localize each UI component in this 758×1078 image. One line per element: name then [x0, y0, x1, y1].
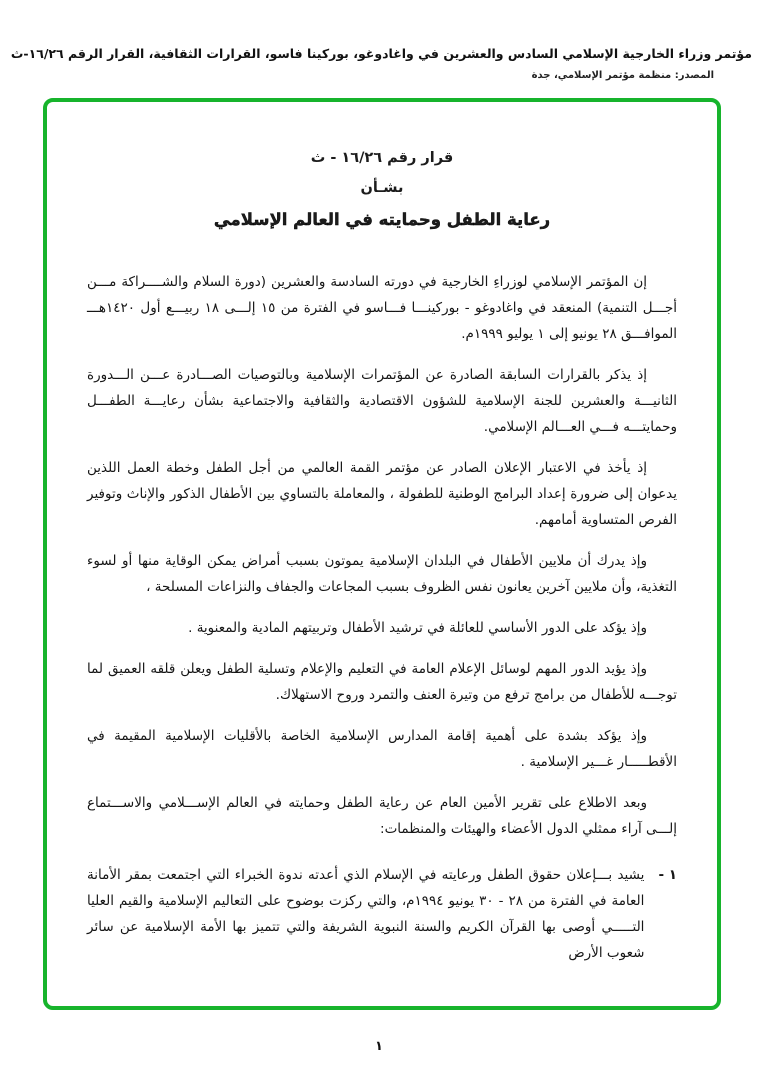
paragraph: إن المؤتمر الإسلامي لوزراءِ الخارجية في دورته السادسة والعشرين (دورة السلام والشــــراكة مـــن أجـــل التنمية) المنعقد في واغادوغو - بوركينـــا فـــاسو في الفترة من ١٥ إلـــى ١٨ ربيـــع أول ١٤٢٠هـــ الموافـــق ٢٨ يونيو إلى ١ يوليو ١٩٩٩م. — [87, 274, 677, 342]
resolution-number-title: قرار رقم ١٦/٢٦ - ث — [310, 150, 454, 166]
numbered-item — [87, 862, 677, 966]
document-body — [87, 269, 677, 966]
paragraph: وإذ يؤيد الدور المهم لوسائل الإعلام العامة في التعليم والإعلام وتسلية الطفل ويعلن قلقه العميق لما توجـــه للأطفال من برامج ترفع من وتيرة العنف والتمرد وروح الاستهلاك. — [87, 661, 677, 703]
document-header-line: مؤتمر وزراء الخارجية الإسلامي السادس والعشرين في واغادوغو، بوركينا فاسو، القرارات الثقافية، القرار الرقم ١٦/٢٦-ث — [10, 46, 752, 61]
page-number: ١ — [375, 1039, 383, 1054]
resolution-content — [47, 102, 717, 1006]
item-number: ١ - — [658, 867, 677, 883]
green-border-frame — [43, 98, 721, 1010]
source-line: المصدر: منظمة مؤتمر الإسلامي، جدة — [531, 70, 714, 81]
paragraph: وإذ يدرك أن ملايين الأطفال في البلدان الإسلامية يموتون بسبب أمراض يمكن الوقاية منها أو لسوء التغذية، وأن ملايين آخرين يعانون نفس الظروف بسبب المجاعات والجفاف والنزاعات المسلحة ، — [87, 553, 677, 595]
paragraph: وإذ يؤكد بشدة على أهمية إقامة المدارس الإسلامية الخاصة بالأقليات الإسلامية المقيمة في الأقطـــــار غـــير الإسلامية . — [87, 728, 677, 770]
title-block — [87, 150, 677, 229]
paragraph: وإذ يؤكد على الدور الأساسي للعائلة في ترشيد الأطفال وتربيتهم المادية والمعنوية . — [188, 620, 647, 636]
item-text: يشيد بـــإعلان حقوق الطفل ورعايته في الإسلام الذي أعدته ندوة الخبراء التي اجتمعت بمقر الأمانة العامة في الفترة من ٢٨ - ٣٠ يونيو ١٩٩٤م، والتي ركزت بوضوح على التعاليم الإسلامية والقيم العليا التـــــي أوصى بها القرآن الكريم والسنة النبوية الشريفة والتي تتميز بها الأمة الإسلامية عن سائر شعوب الأرض — [87, 867, 645, 961]
resolution-title: رعاية الطفل وحمايته في العالم الإسلامي — [213, 210, 551, 229]
paragraph: وبعد الاطلاع على تقرير الأمين العام عن رعاية الطفل وحمايته في العالم الإســـلامي والاســـتماع إلـــى آراء ممثلي الدول الأعضاء والهيئات والمنظمات: — [87, 795, 677, 837]
paragraph: إذ يذكر بالقرارات السابقة الصادرة عن المؤتمرات الإسلامية وبالتوصيات الصـــادرة عـــن الـــدورة الثانيـــة والعشرين للجنة الإسلامية للشؤون الاقتصادية والثقافية والاجتماعية بشأن رعايـــة الطفـــل وحمايتـــه فـــي العـــالم الإسلامي. — [87, 367, 677, 435]
paragraph: إذ يأخذ في الاعتبار الإعلان الصادر عن مؤتمر القمة العالمي من أجل الطفل وخطة العمل اللذين يدعوان إلى ضرورة إعداد البرامج الوطنية للطفولة ، والمعاملة بالتساوي بين الأطفال الذكور والإناث وتوفير الفرص المتساوية أمامهم. — [87, 460, 677, 528]
resolution-subject-label: بشـأن — [360, 180, 404, 196]
